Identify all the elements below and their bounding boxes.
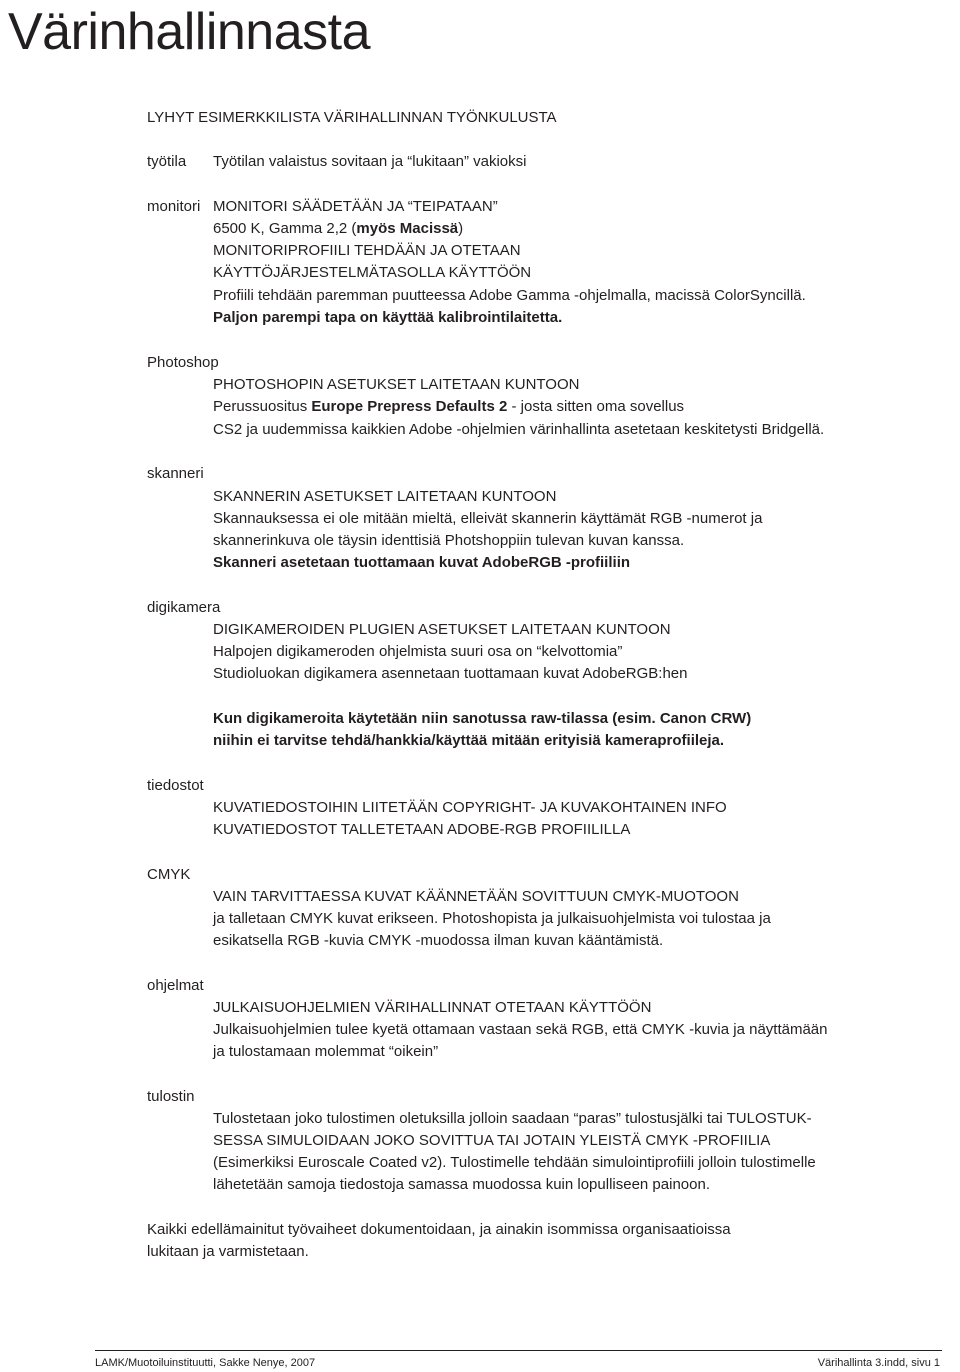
photoshop-line-1: PHOTOSHOPIN ASETUKSET LAITETAAN KUNTOON: [213, 376, 580, 393]
section-heading: LYHYT ESIMERKKILISTA VÄRIHALLINNAN TYÖNKULUSTA: [147, 109, 557, 126]
label-ohjelmat: ohjelmat: [147, 977, 204, 994]
photoshop-line-2-pre: Perussuositus: [213, 398, 312, 415]
cmyk-line-1: VAIN TARVITTAESSA KUVAT KÄÄNNETÄÄN SOVITTUUN CMYK-MUOTOON: [213, 888, 739, 905]
cmyk-line-2: ja talletaan CMYK kuvat erikseen. Photoshopista ja julkaisuohjelmista voi tulostaa ja: [213, 910, 771, 927]
digikamera-line-5: niihin ei tarvitse tehdä/hankkia/käyttää mitään erityisiä kameraprofiileja.: [213, 732, 725, 749]
monitori-line-2: [213, 220, 463, 238]
digikamera-line-1: DIGIKAMEROIDEN PLUGIEN ASETUKSET LAITETAAN KUNTOON: [213, 621, 671, 638]
monitori-line-1: MONITORI SÄÄDETÄÄN JA “TEIPATAAN”: [213, 198, 498, 215]
ohjelmat-line-3: ja tulostamaan molemmat “oikein”: [213, 1043, 439, 1060]
label-monitori: monitori: [147, 198, 201, 215]
label-skanneri: skanneri: [147, 465, 204, 482]
page-title: Värinhallinnasta: [8, 3, 371, 61]
tulostin-line-2: SESSA SIMULOIDAAN JOKO SOVITTUA TAI JOTAIN YLEISTÄ CMYK -PROFIILIA: [213, 1132, 771, 1149]
footer-right: Värihallinta 3.indd, sivu 1: [817, 1357, 940, 1369]
photoshop-line-2-bold: Europe Prepress Defaults 2: [311, 398, 508, 415]
monitori-line-5: Profiili tehdään paremman puutteessa Adobe Gamma -ohjelmalla, macissä ColorSyncillä.: [213, 287, 806, 304]
monitori-line-2-bold: myös Macissä: [356, 220, 459, 237]
ohjelmat-line-2: Julkaisuohjelmien tulee kyetä ottamaan vastaan sekä RGB, että CMYK -kuvia ja näyttämään: [213, 1021, 828, 1038]
monitori-line-3: MONITORIPROFIILI TEHDÄÄN JA OTETAAN: [213, 242, 521, 259]
photoshop-line-2-post: - josta sitten oma sovellus: [507, 398, 685, 415]
skanneri-line-1: SKANNERIN ASETUKSET LAITETAAN KUNTOON: [213, 488, 557, 505]
closing-line-2: lukitaan ja varmistetaan.: [147, 1243, 309, 1260]
tiedostot-line-1: KUVATIEDOSTOIHIN LIITETÄÄN COPYRIGHT- JA KUVAKOHTAINEN INFO: [213, 799, 727, 816]
digikamera-line-3: Studioluokan digikamera asennetaan tuottamaan kuvat AdobeRGB:hen: [213, 665, 688, 682]
ohjelmat-line-1: JULKAISUOHJELMIEN VÄRIHALLINNAT OTETAAN KÄYTTÖÖN: [213, 999, 652, 1016]
cmyk-line-3: esikatsella RGB -kuvia CMYK -muodossa ilman kuvan kääntämistä.: [213, 932, 664, 949]
tyotila-text: Työtilan valaistus sovitaan ja “lukitaan” vakioksi: [213, 153, 527, 170]
skanneri-line-4: Skanneri asetetaan tuottamaan kuvat AdobeRGB -profiiliin: [213, 554, 631, 571]
footer-divider: [95, 1350, 942, 1351]
label-tyotila: työtila: [147, 153, 187, 170]
tulostin-line-3: (Esimerkiksi Euroscale Coated v2). Tulostimelle tehdään simulointiprofiili jolloin tulostimelle: [213, 1154, 816, 1171]
monitori-line-2-post: ): [458, 220, 464, 237]
closing-line-1: Kaikki edellämainitut työvaiheet dokumentoidaan, ja ainakin isommissa organisaatioissa: [147, 1221, 731, 1238]
label-photoshop: Photoshop: [147, 354, 219, 371]
tiedostot-line-2: KUVATIEDOSTOT TALLETETAAN ADOBE-RGB PROFIILILLA: [213, 821, 631, 838]
digikamera-line-4: Kun digikameroita käytetään niin sanotussa raw-tilassa (esim. Canon CRW): [213, 710, 752, 727]
label-tiedostot: tiedostot: [147, 777, 204, 794]
digikamera-line-2: Halpojen digikameroden ohjelmista suuri osa on “kelvottomia”: [213, 643, 623, 660]
label-tulostin: tulostin: [147, 1088, 195, 1105]
skanneri-line-2: Skannauksessa ei ole mitään mieltä, elleivät skannerin käyttämät RGB -numerot ja: [213, 510, 763, 527]
monitori-line-2-pre: 6500 K, Gamma 2,2 (: [213, 220, 357, 237]
tulostin-line-4: lähetetään samoja tiedostoja samassa muodossa kuin lopulliseen painoon.: [213, 1176, 710, 1193]
footer-left: LAMK/Muotoiluinstituutti, Sakke Nenye, 2007: [95, 1357, 316, 1369]
tulostin-line-1: Tulostetaan joko tulostimen oletuksilla jolloin saadaan “paras” tulostusjälki tai TULOSTUK-: [213, 1110, 812, 1127]
monitori-line-4: KÄYTTÖJÄRJESTELMÄTASOLLA KÄYTTÖÖN: [213, 264, 532, 281]
label-cmyk: CMYK: [147, 866, 191, 883]
label-digikamera: digikamera: [147, 599, 221, 616]
photoshop-line-3: CS2 ja uudemmissa kaikkien Adobe -ohjelmien värinhallinta asetetaan keskitetysti Bridgellä.: [213, 421, 825, 438]
monitori-line-6: Paljon parempi tapa on käyttää kalibrointilaitetta.: [213, 309, 563, 326]
photoshop-line-2: [213, 398, 684, 416]
skanneri-line-3: skannerinkuva ole täysin identtisiä Photshoppiin tulevan kuvan kanssa.: [213, 532, 685, 549]
